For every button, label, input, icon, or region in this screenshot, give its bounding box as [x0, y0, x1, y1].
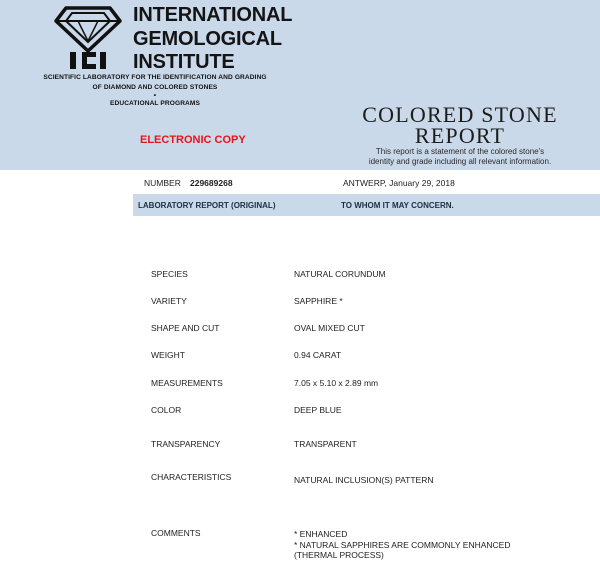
field-value: TRANSPARENT [294, 439, 357, 449]
field-label: CHARACTERISTICS [151, 472, 232, 482]
electronic-copy-label: ELECTRONIC COPY [140, 134, 246, 146]
field-value: OVAL MIXED CUT [294, 323, 365, 333]
report-place-date: ANTWERP, January 29, 2018 [343, 178, 455, 188]
field-label: WEIGHT [151, 350, 185, 360]
subtitle-line1: SCIENTIFIC LABORATORY FOR THE IDENTIFICATION AND GRADING [43, 74, 267, 81]
report-title-line1: COLORED STONE [362, 102, 558, 127]
report-header [0, 0, 600, 170]
report-number: 229689268 [190, 178, 233, 188]
report-description-line2: identity and grade including all relevant information. [368, 157, 552, 166]
comment-line3: (THERMAL PROCESS) [294, 550, 384, 560]
igi-logo-icon [52, 5, 124, 71]
institute-name-line2: GEMOLOGICAL [133, 27, 282, 50]
field-label: MEASUREMENTS [151, 378, 223, 388]
comments-value [294, 529, 510, 561]
field-label: SHAPE AND CUT [151, 323, 220, 333]
addressee-label: TO WHOM IT MAY CONCERN. [341, 201, 454, 210]
report-title [350, 104, 570, 146]
comments-label: COMMENTS [151, 528, 201, 538]
field-label: TRANSPARENCY [151, 439, 221, 449]
field-value: NATURAL INCLUSION(S) PATTERN [294, 475, 434, 485]
subtitle-line4: EDUCATIONAL PROGRAMS [109, 100, 201, 108]
report-number-row [133, 172, 600, 194]
lab-report-label: LABORATORY REPORT (ORIGINAL) [138, 201, 276, 210]
comment-line2: * NATURAL SAPPHIRES ARE COMMONLY ENHANCED [294, 539, 511, 550]
comment-line1: * ENHANCED [294, 529, 348, 539]
field-label: SPECIES [151, 269, 188, 279]
report-description [346, 147, 574, 167]
institute-name-line1: INTERNATIONAL [133, 4, 293, 26]
field-label: COLOR [151, 405, 182, 415]
subtitle-bullet: • [153, 92, 157, 100]
field-value: NATURAL CORUNDUM [294, 269, 386, 279]
institute-name [133, 4, 292, 75]
number-label: NUMBER [144, 178, 181, 188]
subtitle-line2: OF DIAMOND AND COLORED STONES [92, 83, 218, 91]
field-value: SAPPHIRE * [294, 296, 343, 306]
lab-report-bar [133, 194, 600, 216]
field-value: DEEP BLUE [294, 405, 342, 415]
report-title-line2: REPORT [414, 123, 506, 148]
field-value: 7.05 x 5.10 x 2.89 mm [294, 378, 379, 388]
field-label: VARIETY [151, 296, 187, 306]
field-value: 0.94 CARAT [294, 350, 342, 360]
institute-subtitle [38, 73, 272, 109]
report-description-line1: This report is a statement of the colored stone's [375, 147, 545, 156]
institute-name-line3: INSTITUTE [133, 51, 235, 73]
